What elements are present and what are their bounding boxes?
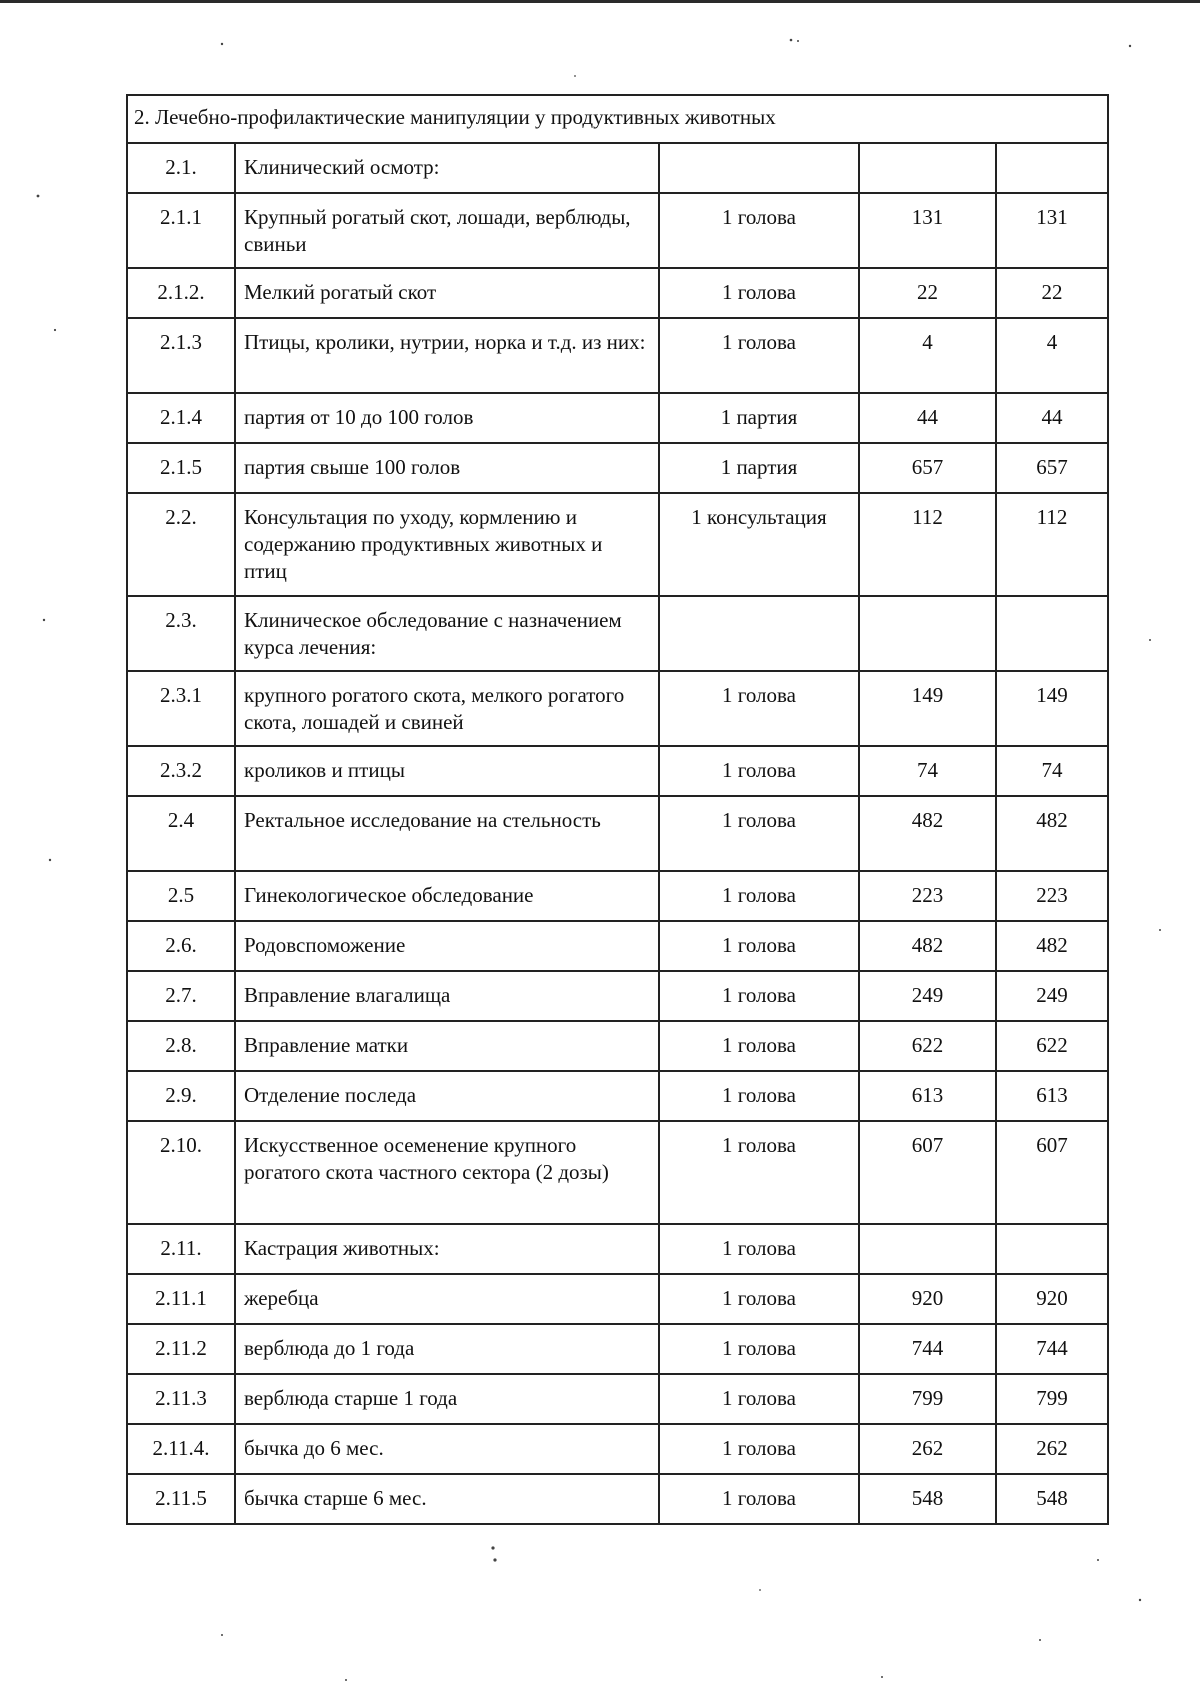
row-description: верблюда до 1 года — [235, 1324, 659, 1374]
row-unit: 1 партия — [659, 443, 859, 493]
row-price-1: 607 — [859, 1121, 996, 1224]
row-price-2: 112 — [996, 493, 1108, 596]
table-row — [127, 393, 1108, 443]
row-price-1: 149 — [859, 671, 996, 746]
scan-top-edge — [0, 0, 1200, 3]
row-number: 2.11.4. — [127, 1424, 235, 1474]
row-number: 2.4 — [127, 796, 235, 871]
table-row — [127, 596, 1108, 671]
row-number: 2.1.3 — [127, 318, 235, 393]
row-description: Ректальное исследование на стельность — [235, 796, 659, 871]
row-price-1: 920 — [859, 1274, 996, 1324]
row-number: 2.1. — [127, 143, 235, 193]
row-price-1: 249 — [859, 971, 996, 1021]
row-unit: 1 консультация — [659, 493, 859, 596]
row-price-1: 262 — [859, 1424, 996, 1474]
row-description: Крупный рогатый скот, лошади, верблюды, свиньи — [235, 193, 659, 268]
row-description: Отделение последа — [235, 1071, 659, 1121]
row-description: Вправление влагалища — [235, 971, 659, 1021]
row-unit: 1 голова — [659, 1374, 859, 1424]
row-price-1: 112 — [859, 493, 996, 596]
row-number: 2.1.4 — [127, 393, 235, 443]
row-description: Консультация по уходу, кормлению и содержанию продуктивных животных и птиц — [235, 493, 659, 596]
row-price-2: 657 — [996, 443, 1108, 493]
table-row — [127, 1324, 1108, 1374]
table-row — [127, 921, 1108, 971]
table-row — [127, 443, 1108, 493]
row-price-2: 482 — [996, 796, 1108, 871]
row-number: 2.3. — [127, 596, 235, 671]
table-row — [127, 1474, 1108, 1524]
row-price-2: 607 — [996, 1121, 1108, 1224]
row-price-1 — [859, 143, 996, 193]
section-title: 2. Лечебно-профилактические манипуляции у продуктивных животных — [127, 95, 1108, 143]
row-price-2: 149 — [996, 671, 1108, 746]
table-row — [127, 1374, 1108, 1424]
row-price-1: 622 — [859, 1021, 996, 1071]
row-price-1: 44 — [859, 393, 996, 443]
row-price-2: 44 — [996, 393, 1108, 443]
table-row — [127, 746, 1108, 796]
row-price-1: 799 — [859, 1374, 996, 1424]
row-number: 2.10. — [127, 1121, 235, 1224]
table-row — [127, 143, 1108, 193]
row-price-2: 262 — [996, 1424, 1108, 1474]
row-number: 2.7. — [127, 971, 235, 1021]
section-header-row — [127, 95, 1108, 143]
price-table — [126, 94, 1109, 1525]
row-description: Клиническое обследование с назначением курса лечения: — [235, 596, 659, 671]
table-row — [127, 493, 1108, 596]
row-unit: 1 партия — [659, 393, 859, 443]
row-number: 2.1.5 — [127, 443, 235, 493]
row-price-1: 131 — [859, 193, 996, 268]
row-price-1 — [859, 1224, 996, 1274]
row-number: 2.3.2 — [127, 746, 235, 796]
row-price-2: 920 — [996, 1274, 1108, 1324]
row-price-2: 131 — [996, 193, 1108, 268]
row-number: 2.9. — [127, 1071, 235, 1121]
row-description: Клинический осмотр: — [235, 143, 659, 193]
row-number: 2.11.2 — [127, 1324, 235, 1374]
row-description: Кастрация животных: — [235, 1224, 659, 1274]
row-unit: 1 голова — [659, 1324, 859, 1374]
row-number: 2.1.2. — [127, 268, 235, 318]
row-number: 2.8. — [127, 1021, 235, 1071]
table-row — [127, 193, 1108, 268]
row-unit: 1 голова — [659, 268, 859, 318]
row-description: Искусственное осеменение крупного рогатого скота частного сектора (2 дозы) — [235, 1121, 659, 1224]
table-row — [127, 1224, 1108, 1274]
row-number: 2.6. — [127, 921, 235, 971]
row-price-1: 22 — [859, 268, 996, 318]
row-price-2: 22 — [996, 268, 1108, 318]
row-price-2 — [996, 1224, 1108, 1274]
row-price-1: 613 — [859, 1071, 996, 1121]
row-description: партия свыше 100 голов — [235, 443, 659, 493]
row-price-2: 613 — [996, 1071, 1108, 1121]
row-number: 2.1.1 — [127, 193, 235, 268]
row-price-1: 74 — [859, 746, 996, 796]
row-unit: 1 голова — [659, 1274, 859, 1324]
row-price-1: 744 — [859, 1324, 996, 1374]
table-row — [127, 796, 1108, 871]
row-price-2: 74 — [996, 746, 1108, 796]
row-price-2: 799 — [996, 1374, 1108, 1424]
row-description: кроликов и птицы — [235, 746, 659, 796]
price-table-wrapper — [126, 94, 1109, 1525]
row-unit: 1 голова — [659, 746, 859, 796]
row-price-1: 657 — [859, 443, 996, 493]
table-row — [127, 671, 1108, 746]
table-row — [127, 871, 1108, 921]
row-description: крупного рогатого скота, мелкого рогатого скота, лошадей и свиней — [235, 671, 659, 746]
row-description: Вправление матки — [235, 1021, 659, 1071]
row-unit — [659, 596, 859, 671]
row-description: партия от 10 до 100 голов — [235, 393, 659, 443]
table-row — [127, 1071, 1108, 1121]
row-description: Птицы, кролики, нутрии, норка и т.д. из них: — [235, 318, 659, 393]
table-row — [127, 1274, 1108, 1324]
row-number: 2.11.5 — [127, 1474, 235, 1524]
row-unit: 1 голова — [659, 1224, 859, 1274]
row-unit: 1 голова — [659, 193, 859, 268]
table-row — [127, 1121, 1108, 1224]
row-price-1: 548 — [859, 1474, 996, 1524]
row-unit: 1 голова — [659, 921, 859, 971]
row-unit: 1 голова — [659, 1474, 859, 1524]
row-price-1 — [859, 596, 996, 671]
row-description: Родовспоможение — [235, 921, 659, 971]
row-price-2: 622 — [996, 1021, 1108, 1071]
row-number: 2.3.1 — [127, 671, 235, 746]
row-description: бычка до 6 мес. — [235, 1424, 659, 1474]
row-price-2: 744 — [996, 1324, 1108, 1374]
row-price-2: 4 — [996, 318, 1108, 393]
table-row — [127, 1021, 1108, 1071]
row-number: 2.2. — [127, 493, 235, 596]
table-row — [127, 318, 1108, 393]
row-description: жеребца — [235, 1274, 659, 1324]
row-description: Гинекологическое обследование — [235, 871, 659, 921]
row-number: 2.11.3 — [127, 1374, 235, 1424]
row-price-2 — [996, 143, 1108, 193]
row-unit: 1 голова — [659, 318, 859, 393]
row-unit — [659, 143, 859, 193]
row-price-2: 482 — [996, 921, 1108, 971]
row-description: Мелкий рогатый скот — [235, 268, 659, 318]
table-row — [127, 971, 1108, 1021]
row-price-1: 4 — [859, 318, 996, 393]
row-price-1: 482 — [859, 796, 996, 871]
row-description: бычка старше 6 мес. — [235, 1474, 659, 1524]
row-unit: 1 голова — [659, 871, 859, 921]
row-description: верблюда старше 1 года — [235, 1374, 659, 1424]
row-unit: 1 голова — [659, 1121, 859, 1224]
row-unit: 1 голова — [659, 796, 859, 871]
row-price-2 — [996, 596, 1108, 671]
row-number: 2.11. — [127, 1224, 235, 1274]
row-price-1: 482 — [859, 921, 996, 971]
table-row — [127, 268, 1108, 318]
row-unit: 1 голова — [659, 1424, 859, 1474]
table-row — [127, 1424, 1108, 1474]
row-price-1: 223 — [859, 871, 996, 921]
row-price-2: 249 — [996, 971, 1108, 1021]
row-price-2: 548 — [996, 1474, 1108, 1524]
row-price-2: 223 — [996, 871, 1108, 921]
row-number: 2.11.1 — [127, 1274, 235, 1324]
row-unit: 1 голова — [659, 971, 859, 1021]
row-unit: 1 голова — [659, 671, 859, 746]
row-number: 2.5 — [127, 871, 235, 921]
row-unit: 1 голова — [659, 1071, 859, 1121]
row-unit: 1 голова — [659, 1021, 859, 1071]
